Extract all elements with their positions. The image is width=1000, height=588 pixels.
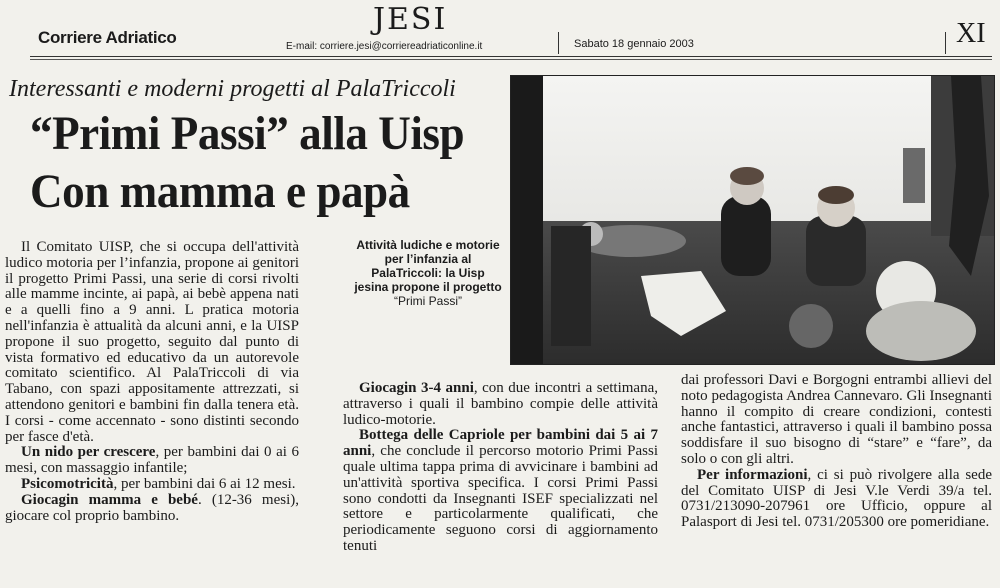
teachers-paragraph: dai professori Davi e Borgogni entrambi allievi del noto pedagogista Andrea Cannevaro. Gli Insegnanti hanno il compito di creare condizioni, contesti anche fantastici, attraverso i quali il bambino possa soddisfare il suo bisogno di “stare” e “fare”, da solo o con gli altri. [681,372,992,467]
page-number: XI [956,18,986,49]
email-address: E-mail: corriere.jesi@corriereadriaticonline.it [286,41,483,52]
course-item [5,477,299,493]
course-title: Giocagin 3-4 anni [359,380,474,396]
course-title: Bottega delle Capriole per bambini dai 5 ai 7 anni [343,427,658,460]
article-column-2 [343,381,658,555]
info-text: , ci si può rivolgere alla sede del Comitato UISP di Jesi V.le Verdi 39/a tel. 0731/213090-207961 ore Ufficio, oppure al Palasport di Jesi tel. 0731/205300 ore pomeridiane. [681,466,992,531]
photo-children-playing-icon [511,76,995,365]
info-title: Per informazioni [697,466,808,483]
course-item [5,493,299,525]
course-item [343,428,658,554]
caption-project-title: “Primi Passi” [394,294,462,308]
article-photo [510,75,995,365]
publication-date: Sabato 18 gennaio 2003 [574,38,694,50]
section-name: JESI [373,2,448,37]
course-text: , che conclude il percorso motorio Primi Passi quale ultima tappa prima di avvicinare i bambini ad un'attività sportiva specifica. I corsi Primi Passi sono condotti da Insegnanti ISEF specializzati nel settore e particolarmente qualificati, che periodicamente seguono corsi di aggiornamento tenuti [343,443,658,554]
course-item [5,445,299,477]
headline-line-1: “Primi Passi” alla Uisp [30,107,465,160]
article-column-1 [5,240,299,524]
newspaper-name: Corriere Adriatico [38,28,177,47]
masthead [0,0,1000,70]
photo-caption [354,238,502,308]
info-paragraph [681,468,992,531]
course-item [343,381,658,428]
masthead-rule [30,56,992,57]
caption-text: Attività ludiche e motorie per l’infanzia al PalaTriccoli: la Uisp jesina propone il progetto [354,238,502,294]
masthead-rule [30,59,992,60]
course-title: Giocagin mamma e bebé [21,491,198,508]
course-title: Un nido per crescere [21,444,156,461]
article-column-3 [681,373,992,531]
divider [945,32,946,54]
article-kicker: Interessanti e moderni progetti al PalaTriccoli [9,76,456,102]
course-text: , con due incontri a settimana, attraverso i quali il bambino compie delle attività ludico-motorie. [343,380,658,428]
course-text: , per bambini dai 6 ai 12 mesi. [113,475,296,492]
course-title: Psicomotricità [21,475,114,492]
divider [558,32,559,54]
intro-paragraph: Il Comitato UISP, che si occupa dell'attività ludico motoria per l’infanzia, propone ai genitori il progetto Primi Passi, una serie di corsi rivolti alle mamme incinte, ai papà, ai bebè appena nati e a quelli fino a 9 anni. L pratica motoria nell'infanzia è attualità da alcuni anni, e la UISP propone il suo progetto, seguito dal punto di vista formativo ed educativo da un autorevole comitato scientifico. Al PalaTriccoli di via Tabano, con spazi appositamente attrezzati, si attendono genitori e bambini fin dalla tenera età. I corsi - come accennato - sono distinti secondo per fasce d'età. [5,239,299,445]
course-text: , per bambini dai 0 ai 6 mesi, con massaggio infantile; [5,444,299,477]
headline-line-2: Con mamma e papà [30,165,410,218]
course-text: . (12-36 mesi), giocare col proprio bambino. [5,491,299,524]
